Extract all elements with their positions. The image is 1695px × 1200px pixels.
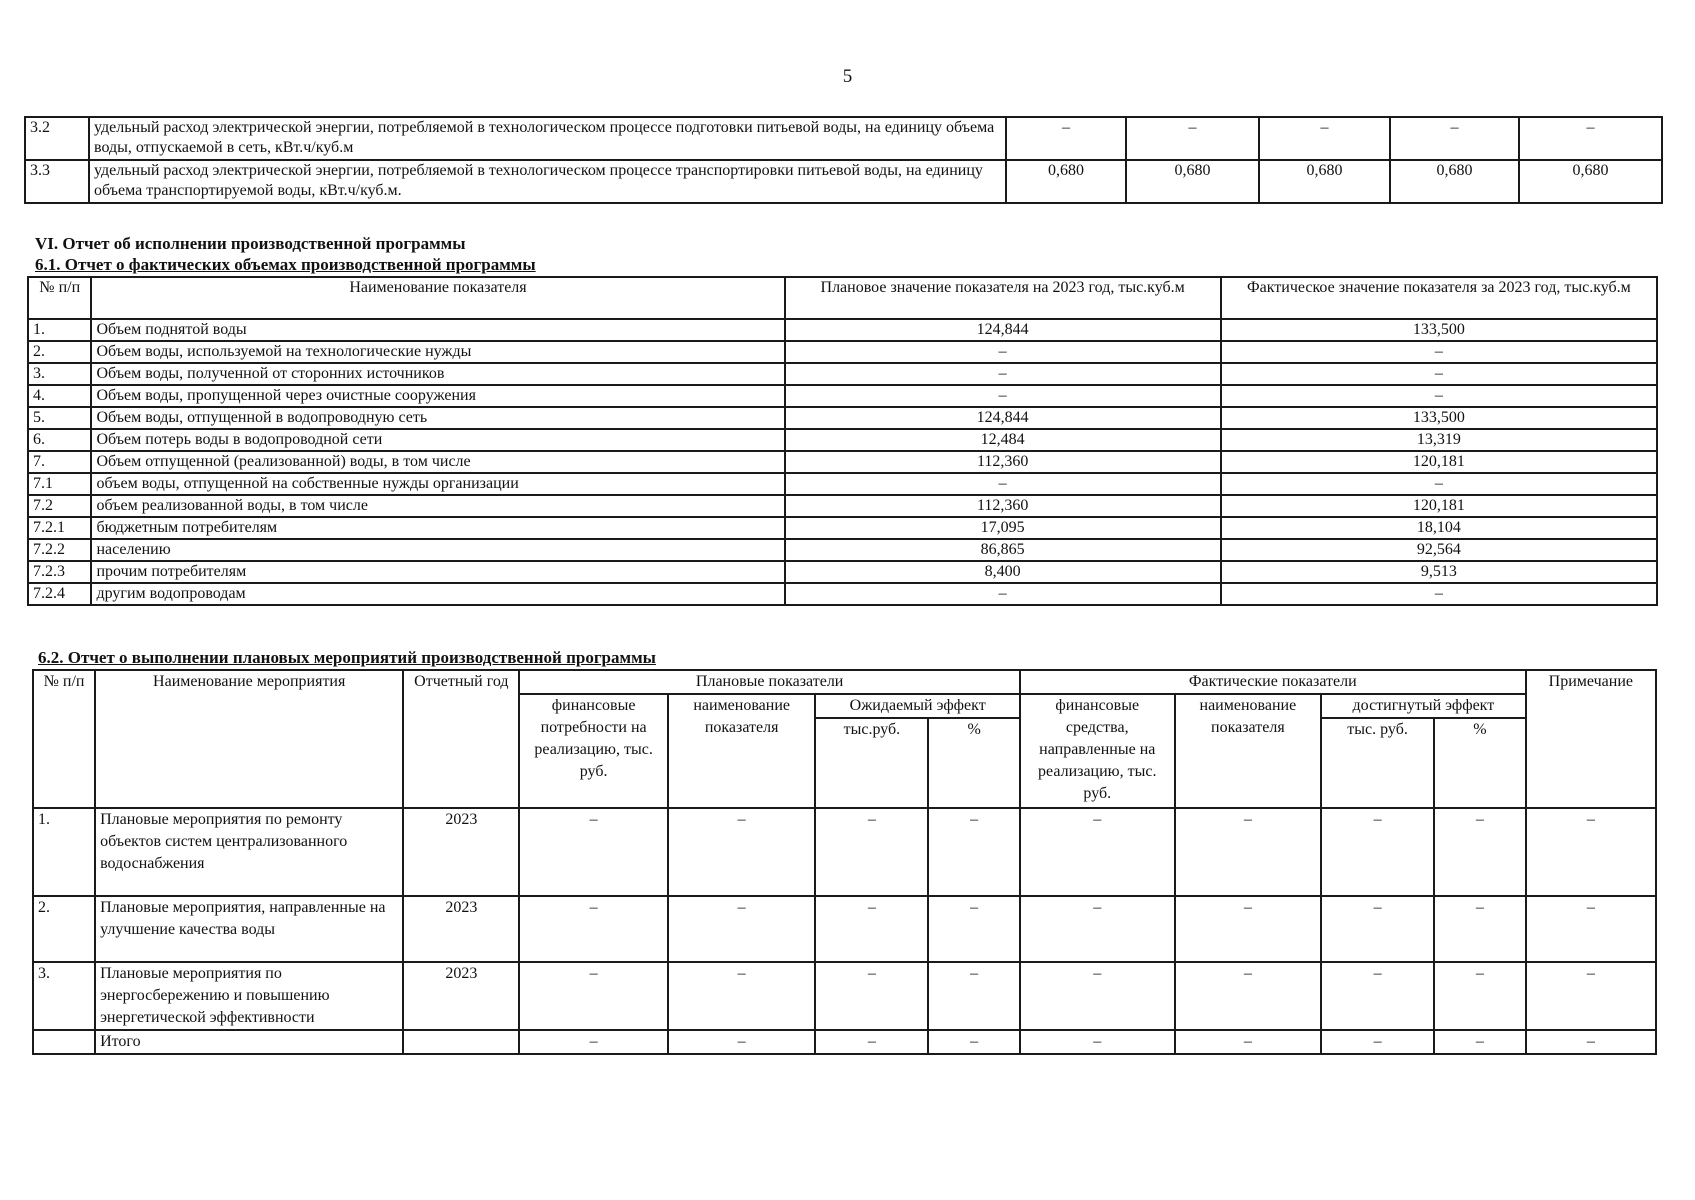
table-row — [28, 561, 1657, 583]
value-cell: 0,680 — [1259, 160, 1390, 203]
value-cell: – — [519, 1030, 668, 1054]
table-row — [28, 451, 1657, 473]
value-cell: – — [1175, 808, 1322, 896]
table-header-row — [33, 670, 1656, 694]
indicator-name: объем реализованной воды, в том числе — [91, 495, 784, 517]
indicator-name: удельный расход электрической энергии, потребляемой в технологическом процессе подготовки питьевой воды, на единицу объема воды, отпускаемой в сеть, кВт.ч/куб.м — [89, 117, 1006, 160]
row-number: 7.2.4 — [28, 583, 91, 605]
indicator-name: Объем воды, пропущенной через очистные сооружения — [91, 385, 784, 407]
value-cell: – — [1006, 117, 1126, 160]
table-row — [28, 495, 1657, 517]
report-year: 2023 — [403, 962, 519, 1030]
row-number: 7.1 — [28, 473, 91, 495]
table-row — [25, 117, 1662, 160]
report-year — [403, 1030, 519, 1054]
value-cell: – — [1526, 1030, 1656, 1054]
subsection-title-6-2: 6.2. Отчет о выполнении плановых мероприятий производственной программы — [38, 648, 656, 667]
value-cell: – — [928, 896, 1020, 962]
row-number: 7. — [28, 451, 91, 473]
fact-value: – — [1221, 363, 1657, 385]
value-cell: – — [1434, 1030, 1526, 1054]
plan-value: – — [785, 363, 1221, 385]
value-cell: – — [1020, 1030, 1175, 1054]
value-cell: 0,680 — [1006, 160, 1126, 203]
table-row — [28, 539, 1657, 561]
col-header-plan-group: Плановые показатели — [519, 670, 1020, 694]
value-cell: – — [815, 962, 928, 1030]
table-row — [33, 808, 1656, 896]
row-number: 7.2.3 — [28, 561, 91, 583]
value-cell: – — [1434, 896, 1526, 962]
plan-value: 12,484 — [785, 429, 1221, 451]
value-cell: – — [1390, 117, 1519, 160]
value-cell: – — [1321, 896, 1434, 962]
table-row — [28, 583, 1657, 605]
row-number: 7.2 — [28, 495, 91, 517]
table-total-row — [33, 1030, 1656, 1054]
report-year: 2023 — [403, 808, 519, 896]
value-cell: – — [1020, 962, 1175, 1030]
plan-value: – — [785, 583, 1221, 605]
col-header-fact-pct: % — [1434, 718, 1526, 808]
plan-value: – — [785, 385, 1221, 407]
value-cell: – — [815, 808, 928, 896]
col-header-num: № п/п — [28, 277, 91, 319]
indicator-name: Объем воды, используемой на технологические нужды — [91, 341, 784, 363]
value-cell: – — [1321, 808, 1434, 896]
fact-value: 133,500 — [1221, 407, 1657, 429]
col-header-fact-indicator: наименование показателя — [1175, 694, 1322, 808]
indicator-name: Объем отпущенной (реализованной) воды, в том числе — [91, 451, 784, 473]
fact-value: 18,104 — [1221, 517, 1657, 539]
value-cell: – — [928, 808, 1020, 896]
table-header-row — [28, 277, 1657, 319]
col-header-plan-fin: финансовые потребности на реализацию, тыс. руб. — [519, 694, 668, 808]
value-cell: – — [1259, 117, 1390, 160]
plan-value: 112,360 — [785, 451, 1221, 473]
col-header-plan-effect: Ожидаемый эффект — [815, 694, 1020, 718]
indicator-name: прочим потребителям — [91, 561, 784, 583]
measure-name: Плановые мероприятия по ремонту объектов систем централизованного водоснабжения — [95, 808, 403, 896]
plan-value: 124,844 — [785, 407, 1221, 429]
production-volumes-table — [27, 276, 1658, 606]
table-row — [28, 407, 1657, 429]
value-cell: 0,680 — [1519, 160, 1662, 203]
value-cell: – — [928, 962, 1020, 1030]
indicator-name: бюджетным потребителям — [91, 517, 784, 539]
row-number: 3. — [28, 363, 91, 385]
indicator-name: населению — [91, 539, 784, 561]
table-row — [28, 385, 1657, 407]
fact-value: 9,513 — [1221, 561, 1657, 583]
value-cell: – — [1020, 896, 1175, 962]
table-row — [28, 517, 1657, 539]
row-number: 6. — [28, 429, 91, 451]
value-cell: – — [519, 896, 668, 962]
table-row — [28, 473, 1657, 495]
row-number: 3.3 — [25, 160, 89, 203]
col-header-fact-fin: финансовые средства, направленные на реализацию, тыс. руб. — [1020, 694, 1175, 808]
row-number: 7.2.1 — [28, 517, 91, 539]
value-cell: – — [1321, 962, 1434, 1030]
indicator-name: Объем воды, отпущенной в водопроводную сеть — [91, 407, 784, 429]
value-cell: 0,680 — [1390, 160, 1519, 203]
row-number: 3.2 — [25, 117, 89, 160]
value-cell: – — [668, 808, 816, 896]
col-header-name: Наименование показателя — [91, 277, 784, 319]
plan-value: – — [785, 341, 1221, 363]
fact-value: 120,181 — [1221, 451, 1657, 473]
col-header-plan-pct: % — [928, 718, 1020, 808]
indicator-name: другим водопроводам — [91, 583, 784, 605]
plan-value: – — [785, 473, 1221, 495]
row-number: 2. — [33, 896, 95, 962]
value-cell: – — [668, 896, 816, 962]
total-label: Итого — [95, 1030, 403, 1054]
plan-value: 8,400 — [785, 561, 1221, 583]
value-cell: – — [1434, 962, 1526, 1030]
value-cell: – — [1526, 962, 1656, 1030]
fact-value: – — [1221, 473, 1657, 495]
col-header-plan: Плановое значение показателя на 2023 год, тыс.куб.м — [785, 277, 1221, 319]
report-year: 2023 — [403, 896, 519, 962]
col-header-num: № п/п — [33, 670, 95, 808]
col-header-plan-rub: тыс.руб. — [815, 718, 928, 808]
row-number: 3. — [33, 962, 95, 1030]
fact-value: 133,500 — [1221, 319, 1657, 341]
value-cell: – — [1526, 808, 1656, 896]
indicator-name: Объем воды, полученной от сторонних источников — [91, 363, 784, 385]
value-cell: – — [1519, 117, 1662, 160]
value-cell: 0,680 — [1126, 160, 1259, 203]
table-row — [28, 319, 1657, 341]
plan-value: 112,360 — [785, 495, 1221, 517]
value-cell: – — [1434, 808, 1526, 896]
row-number: 1. — [28, 319, 91, 341]
fact-value: 120,181 — [1221, 495, 1657, 517]
value-cell: – — [1126, 117, 1259, 160]
fact-value: 92,564 — [1221, 539, 1657, 561]
row-number: 1. — [33, 808, 95, 896]
value-cell: – — [519, 808, 668, 896]
row-number: 4. — [28, 385, 91, 407]
fact-value: – — [1221, 341, 1657, 363]
value-cell: – — [1321, 1030, 1434, 1054]
value-cell: – — [1526, 896, 1656, 962]
indicator-name: объем воды, отпущенной на собственные нужды организации — [91, 473, 784, 495]
col-header-fact-effect: достигнутый эффект — [1321, 694, 1526, 718]
table-row — [28, 341, 1657, 363]
value-cell: – — [1175, 1030, 1322, 1054]
plan-value: 86,865 — [785, 539, 1221, 561]
value-cell: – — [815, 896, 928, 962]
energy-consumption-table — [24, 116, 1663, 204]
row-number: 5. — [28, 407, 91, 429]
col-header-fact-rub: тыс. руб. — [1321, 718, 1434, 808]
table-row — [25, 160, 1662, 203]
table-row — [28, 363, 1657, 385]
indicator-name: Объем поднятой воды — [91, 319, 784, 341]
row-number — [33, 1030, 95, 1054]
value-cell: – — [1175, 896, 1322, 962]
page-number: 5 — [842, 66, 853, 87]
section-title: VI. Отчет об исполнении производственной программы — [35, 234, 466, 253]
measure-name: Плановые мероприятия по энергосбережению и повышению энергетической эффективности — [95, 962, 403, 1030]
value-cell: – — [815, 1030, 928, 1054]
col-header-note: Примечание — [1526, 670, 1656, 808]
planned-measures-table — [32, 669, 1657, 1055]
fact-value: 13,319 — [1221, 429, 1657, 451]
indicator-name: Объем потерь воды в водопроводной сети — [91, 429, 784, 451]
row-number: 2. — [28, 341, 91, 363]
subsection-title-6-1: 6.1. Отчет о фактических объемах производственной программы — [35, 255, 536, 274]
table-row — [33, 896, 1656, 962]
value-cell: – — [668, 1030, 816, 1054]
row-number: 7.2.2 — [28, 539, 91, 561]
table-row — [33, 962, 1656, 1030]
col-header-name: Наименование мероприятия — [95, 670, 403, 808]
col-header-fact-group: Фактические показатели — [1020, 670, 1526, 694]
indicator-name: удельный расход электрической энергии, потребляемой в технологическом процессе транспортировки питьевой воды, на единицу объема транспортируемой воды, кВт.ч/куб.м. — [89, 160, 1006, 203]
value-cell: – — [1175, 962, 1322, 1030]
value-cell: – — [1020, 808, 1175, 896]
col-header-plan-indicator: наименование показателя — [668, 694, 816, 808]
value-cell: – — [668, 962, 816, 1030]
plan-value: 124,844 — [785, 319, 1221, 341]
col-header-year: Отчетный год — [403, 670, 519, 808]
col-header-fact: Фактическое значение показателя за 2023 год, тыс.куб.м — [1221, 277, 1657, 319]
measure-name: Плановые мероприятия, направленные на улучшение качества воды — [95, 896, 403, 962]
value-cell: – — [928, 1030, 1020, 1054]
plan-value: 17,095 — [785, 517, 1221, 539]
table-row — [28, 429, 1657, 451]
fact-value: – — [1221, 583, 1657, 605]
fact-value: – — [1221, 385, 1657, 407]
value-cell: – — [519, 962, 668, 1030]
